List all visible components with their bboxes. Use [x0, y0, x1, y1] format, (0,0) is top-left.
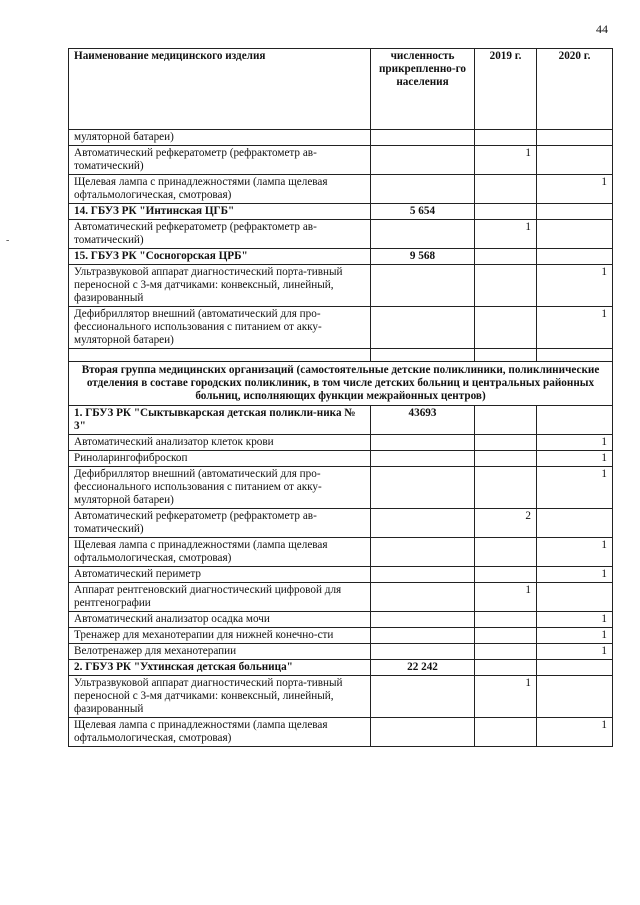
table-row	[69, 435, 613, 451]
table-row	[69, 612, 613, 628]
table-row	[69, 628, 613, 644]
device-name-cell: Автоматический периметр	[69, 567, 371, 583]
population-cell	[371, 628, 475, 644]
value-2020-cell: 1	[537, 307, 613, 349]
value-2019-cell	[475, 204, 537, 220]
table-body-group	[69, 349, 613, 406]
header-device-name: Наименование медицинского изделия	[69, 49, 371, 130]
population-cell	[371, 130, 475, 146]
page-number: 44	[596, 22, 608, 36]
value-2019-cell	[475, 612, 537, 628]
value-2020-cell	[537, 583, 613, 612]
header-2020: 2020 г.	[537, 49, 613, 130]
device-name-cell: Дефибриллятор внешний (автоматический для про-фессионального использования с питанием от акку-муляторной батареи)	[69, 467, 371, 509]
device-name-cell: Ультразвуковой аппарат диагностический порта-тивный переносной с 3-мя датчиками: конвексный, линейный, фазированный	[69, 676, 371, 718]
value-2020-cell	[537, 220, 613, 249]
table-row	[69, 175, 613, 204]
value-2020-cell	[537, 676, 613, 718]
device-name-cell: муляторной батареи)	[69, 130, 371, 146]
device-name-cell: Автоматический рефкератометр (рефрактометр ав-томатический)	[69, 509, 371, 538]
value-2019-cell	[475, 538, 537, 567]
table-row	[69, 509, 613, 538]
value-2019-cell	[475, 249, 537, 265]
header-2019: 2019 г.	[475, 49, 537, 130]
device-name-cell: Велотренажер для механотерапии	[69, 644, 371, 660]
population-cell: 5 654	[371, 204, 475, 220]
population-cell	[371, 265, 475, 307]
population-cell	[371, 538, 475, 567]
table-row	[69, 307, 613, 349]
value-2019-cell	[475, 265, 537, 307]
value-2020-cell	[537, 249, 613, 265]
value-2020-cell: 1	[537, 644, 613, 660]
table-row	[69, 718, 613, 747]
population-cell	[371, 146, 475, 175]
value-2019-cell	[475, 718, 537, 747]
value-2020-cell	[537, 204, 613, 220]
population-cell	[371, 612, 475, 628]
organization-row	[69, 249, 613, 265]
device-name-cell: Автоматический рефкератометр (рефрактометр ав-томатический)	[69, 146, 371, 175]
table-row	[69, 676, 613, 718]
device-name-cell: 1. ГБУЗ РК "Сыктывкарская детская поликли-ника № 3"	[69, 406, 371, 435]
table-row	[69, 583, 613, 612]
device-name-cell: 15. ГБУЗ РК "Сосногорская ЦРБ"	[69, 249, 371, 265]
value-2019-cell	[475, 307, 537, 349]
organization-row	[69, 204, 613, 220]
value-2019-cell	[475, 567, 537, 583]
population-cell	[371, 175, 475, 204]
value-2020-cell: 1	[537, 467, 613, 509]
group-heading-row	[69, 362, 613, 406]
population-cell	[371, 307, 475, 349]
table-row	[69, 567, 613, 583]
population-cell: 43693	[371, 406, 475, 435]
value-2020-cell: 1	[537, 612, 613, 628]
value-2020-cell: 1	[537, 628, 613, 644]
population-cell: 22 242	[371, 660, 475, 676]
table-row	[69, 467, 613, 509]
population-cell	[371, 644, 475, 660]
device-name-cell: Аппарат рентгеновский диагностический цифровой для рентгенографии	[69, 583, 371, 612]
group-heading: Вторая группа медицинских организаций (самостоятельные детские поликлиники, поликлинические отделения в составе городских поликлиник, в том числе детских больниц и центральных районных больниц, исполняющих функции межрайонных центров)	[69, 362, 613, 406]
value-2020-cell: 1	[537, 451, 613, 467]
device-name-cell: Автоматический анализатор осадка мочи	[69, 612, 371, 628]
population-cell	[371, 567, 475, 583]
value-2020-cell	[537, 130, 613, 146]
table-row	[69, 538, 613, 567]
population-cell	[371, 451, 475, 467]
value-2020-cell	[537, 509, 613, 538]
value-2019-cell	[475, 175, 537, 204]
value-2019-cell	[475, 628, 537, 644]
organization-row	[69, 406, 613, 435]
device-name-cell: Тренажер для механотерапии для нижней конечно-сти	[69, 628, 371, 644]
device-name-cell: Дефибриллятор внешний (автоматический для про-фессионального использования с питанием от акку-муляторной батареи)	[69, 307, 371, 349]
value-2019-cell: 2	[475, 509, 537, 538]
value-2019-cell: 1	[475, 220, 537, 249]
header-population: численность прикрепленно-го населения	[371, 49, 475, 130]
table-row	[69, 220, 613, 249]
value-2019-cell	[475, 644, 537, 660]
value-2019-cell	[475, 435, 537, 451]
value-2020-cell	[537, 146, 613, 175]
value-2019-cell	[475, 467, 537, 509]
table-row	[69, 265, 613, 307]
device-name-cell: Автоматический рефкератометр (рефрактометр ав-томатический)	[69, 220, 371, 249]
population-cell	[371, 509, 475, 538]
value-2019-cell	[475, 406, 537, 435]
equipment-table	[68, 48, 613, 747]
value-2019-cell: 1	[475, 583, 537, 612]
population-cell	[371, 718, 475, 747]
value-2020-cell: 1	[537, 718, 613, 747]
population-cell	[371, 220, 475, 249]
population-cell	[371, 676, 475, 718]
device-name-cell: Щелевая лампа с принадлежностями (лампа щелевая офтальмологическая, смотровая)	[69, 718, 371, 747]
table-body-top	[69, 130, 613, 349]
value-2020-cell: 1	[537, 567, 613, 583]
device-name-cell: 14. ГБУЗ РК "Интинская ЦГБ"	[69, 204, 371, 220]
value-2019-cell	[475, 451, 537, 467]
population-cell: 9 568	[371, 249, 475, 265]
table-body-bottom	[69, 406, 613, 747]
device-name-cell: Риноларингофиброскоп	[69, 451, 371, 467]
device-name-cell: Щелевая лампа с принадлежностями (лампа щелевая офтальмологическая, смотровая)	[69, 175, 371, 204]
value-2020-cell: 1	[537, 538, 613, 567]
population-cell	[371, 435, 475, 451]
value-2019-cell: 1	[475, 146, 537, 175]
value-2019-cell	[475, 130, 537, 146]
table-row	[69, 451, 613, 467]
table-row	[69, 130, 613, 146]
value-2019-cell: 1	[475, 676, 537, 718]
margin-mark: -	[6, 235, 10, 246]
spacer-row	[69, 349, 613, 362]
table-row	[69, 146, 613, 175]
value-2020-cell	[537, 660, 613, 676]
device-name-cell: Ультразвуковой аппарат диагностический порта-тивный переносной с 3-мя датчиками: конвексный, линейный, фазированный	[69, 265, 371, 307]
value-2020-cell: 1	[537, 265, 613, 307]
value-2020-cell: 1	[537, 175, 613, 204]
table-header-row	[69, 49, 613, 130]
population-cell	[371, 583, 475, 612]
device-name-cell: 2. ГБУЗ РК "Ухтинская детская больница"	[69, 660, 371, 676]
value-2020-cell	[537, 406, 613, 435]
device-name-cell: Щелевая лампа с принадлежностями (лампа щелевая офтальмологическая, смотровая)	[69, 538, 371, 567]
device-name-cell: Автоматический анализатор клеток крови	[69, 435, 371, 451]
value-2019-cell	[475, 660, 537, 676]
organization-row	[69, 660, 613, 676]
population-cell	[371, 467, 475, 509]
value-2020-cell: 1	[537, 435, 613, 451]
table-row	[69, 644, 613, 660]
